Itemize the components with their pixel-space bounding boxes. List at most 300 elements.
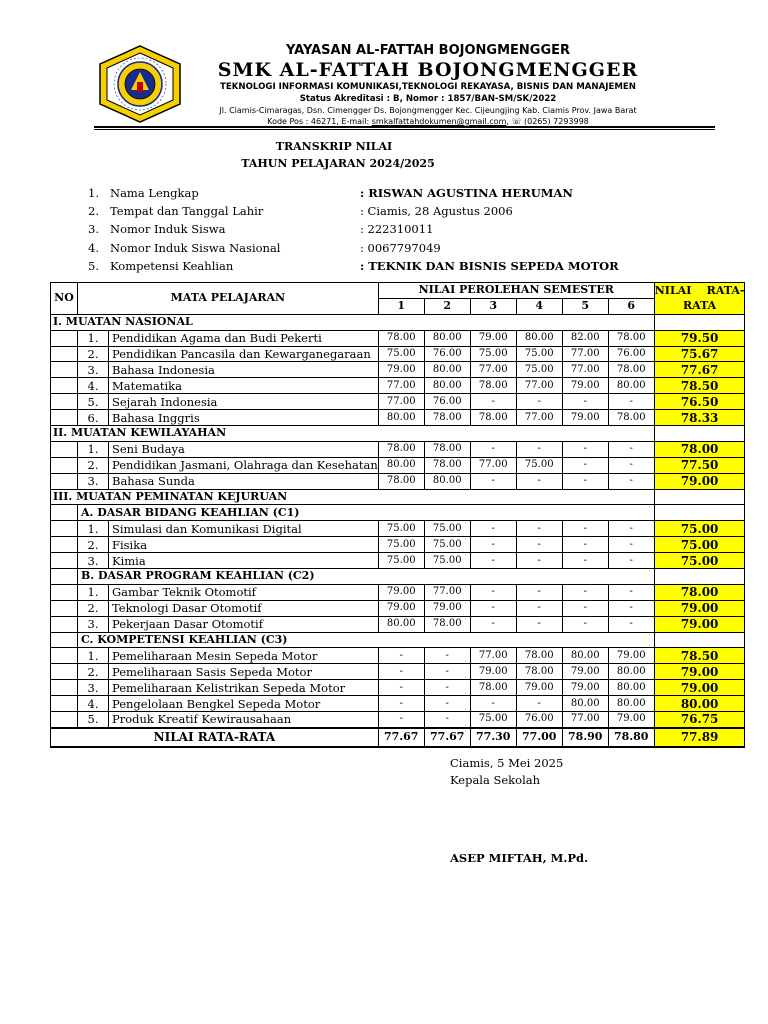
semester-score: - [378, 648, 424, 664]
row-indent [51, 584, 78, 600]
identity-number: 3. [88, 222, 99, 237]
semester-score: - [378, 664, 424, 680]
semester-score: 78.00 [424, 457, 470, 473]
row-indent [51, 553, 78, 569]
table-row [51, 664, 745, 680]
subject-name: Gambar Teknik Otomotif [109, 584, 379, 600]
semester-score: - [470, 394, 516, 410]
row-indent [51, 330, 78, 346]
subject-name: Pengelolaan Bengkel Sepeda Motor [109, 696, 379, 712]
semester-score: - [516, 584, 562, 600]
semester-score: - [470, 537, 516, 553]
semester-score: 78.00 [516, 664, 562, 680]
average-score: 78.00 [654, 584, 745, 600]
school-programs: TEKNOLOGI INFORMASI KOMUNIKASI,TEKNOLOGI REKAYASA, BISNIS DAN MANAJEMEN [220, 82, 636, 92]
header-average-line2: RATA [683, 299, 717, 313]
semester-score: 75.00 [516, 362, 562, 378]
semester-score: - [608, 616, 654, 632]
subject-name: Pemeliharaan Kelistrikan Sepeda Motor [109, 680, 379, 696]
subject-name: Teknologi Dasar Otomotif [109, 600, 379, 616]
semester-score: 80.00 [608, 664, 654, 680]
semester-score: 76.00 [608, 346, 654, 362]
semester-score: - [516, 616, 562, 632]
average-score: 78.50 [654, 648, 745, 664]
subject-name: Pekerjaan Dasar Otomotif [109, 616, 379, 632]
semester-score: - [562, 521, 608, 537]
semester-score: 77.00 [516, 378, 562, 394]
semester-score: 79.00 [424, 600, 470, 616]
row-indent [51, 473, 78, 489]
birth-place-date: : Ciamis, 28 Agustus 2006 [360, 204, 513, 219]
section-title: I. MUATAN NASIONAL [51, 314, 655, 330]
semester-5: 5 [562, 298, 608, 314]
footer-label: NILAI RATA-RATA [51, 728, 379, 747]
semester-score: - [378, 712, 424, 728]
semester-score: 79.00 [378, 600, 424, 616]
subject-name: Sejarah Indonesia [109, 394, 379, 410]
table-row [51, 616, 745, 632]
header-subject: MATA PELAJARAN [78, 283, 379, 315]
subject-name: Pendidikan Pancasila dan Kewarganegaraan [109, 346, 379, 362]
row-number: 3. [78, 473, 109, 489]
section-title: III. MUATAN PEMINATAN KEJURUAN [51, 489, 655, 505]
row-number: 2. [78, 457, 109, 473]
semester-score: 79.00 [470, 330, 516, 346]
postal-code: Kode Pos : 46271, E-mail: [267, 117, 372, 126]
semester-score: - [424, 696, 470, 712]
subsection-indent [51, 569, 78, 585]
subsection-indent [51, 505, 78, 521]
row-number: 6. [78, 410, 109, 426]
identity-row [88, 184, 688, 202]
semester-score: 75.00 [516, 346, 562, 362]
semester-score: - [608, 441, 654, 457]
accreditation-status: Status Akreditasi : B, Nomor : 1857/BAN-SM/SK/2022 [299, 94, 557, 104]
subsection-title: A. DASAR BIDANG KEAHLIAN (C1) [78, 505, 655, 521]
semester-score: 76.00 [516, 712, 562, 728]
semester-score: 78.00 [424, 616, 470, 632]
row-indent [51, 362, 78, 378]
row-number: 3. [78, 680, 109, 696]
semester-score: 75.00 [378, 553, 424, 569]
row-indent [51, 410, 78, 426]
average-score: 75.00 [654, 521, 745, 537]
semester-score: - [516, 441, 562, 457]
row-number: 1. [78, 441, 109, 457]
semester-score: 75.00 [470, 346, 516, 362]
semester-score: 80.00 [378, 410, 424, 426]
subject-name: Fisika [109, 537, 379, 553]
subsection-average-empty [654, 569, 745, 585]
table-row [51, 473, 745, 489]
semester-score: 78.00 [516, 648, 562, 664]
row-indent [51, 712, 78, 728]
table-row [51, 584, 745, 600]
semester-score: - [378, 696, 424, 712]
semester-score: 77.00 [470, 362, 516, 378]
sign-place-date: Ciamis, 5 Mei 2025 [450, 756, 564, 770]
semester-score: 79.00 [608, 648, 654, 664]
semester-score: - [424, 664, 470, 680]
table-row [51, 346, 745, 362]
semester-score: 78.00 [470, 680, 516, 696]
row-number: 2. [78, 664, 109, 680]
average-score: 79.00 [654, 600, 745, 616]
row-number: 3. [78, 616, 109, 632]
grade-table [50, 282, 745, 748]
semester-score: - [562, 616, 608, 632]
semester-score: - [516, 553, 562, 569]
semester-score: - [562, 441, 608, 457]
semester-score: 79.00 [470, 664, 516, 680]
section-title: II. MUATAN KEWILAYAHAN [51, 426, 655, 442]
header-average [654, 283, 745, 315]
identity-row [88, 257, 688, 275]
row-number: 2. [78, 537, 109, 553]
semester-score: 79.00 [562, 410, 608, 426]
table-row [51, 410, 745, 426]
semester-average: 78.90 [562, 728, 608, 747]
semester-average: 78.80 [608, 728, 654, 747]
row-indent [51, 648, 78, 664]
semester-score: 78.00 [378, 330, 424, 346]
average-score: 75.67 [654, 346, 745, 362]
semester-score: 78.00 [608, 410, 654, 426]
semester-score: 80.00 [424, 362, 470, 378]
subject-name: Seni Budaya [109, 441, 379, 457]
semester-score: - [470, 616, 516, 632]
sign-role: Kepala Sekolah [450, 773, 541, 787]
semester-score: 79.00 [562, 378, 608, 394]
semester-average: 77.67 [424, 728, 470, 747]
semester-score: 78.00 [470, 410, 516, 426]
table-row [51, 362, 745, 378]
semester-score: 77.00 [562, 712, 608, 728]
identity-row [88, 220, 688, 238]
semester-score: - [516, 521, 562, 537]
semester-score: - [378, 680, 424, 696]
semester-1: 1 [378, 298, 424, 314]
semester-score: 79.00 [562, 664, 608, 680]
table-row [51, 457, 745, 473]
table-row [51, 696, 745, 712]
row-number: 1. [78, 584, 109, 600]
header-semester: NILAI PEROLEHAN SEMESTER [378, 283, 654, 299]
average-score: 79.00 [654, 473, 745, 489]
subject-name: Pemeliharaan Sasis Sepeda Motor [109, 664, 379, 680]
subject-name: Bahasa Inggris [109, 410, 379, 426]
subsection-indent [51, 632, 78, 648]
semester-score: - [516, 600, 562, 616]
semester-score: 75.00 [516, 457, 562, 473]
semester-score: - [608, 521, 654, 537]
subject-name: Pendidikan Jasmani, Olahraga dan Kesehatan [109, 457, 379, 473]
subject-name: Produk Kreatif Kewirausahaan [109, 712, 379, 728]
semester-score: - [470, 600, 516, 616]
table-row [51, 394, 745, 410]
school-name: SMK AL-FATTAH BOJONGMENGGER [217, 59, 639, 81]
subject-name: Bahasa Indonesia [109, 362, 379, 378]
letterhead [0, 0, 768, 140]
semester-score: 80.00 [608, 696, 654, 712]
row-number: 2. [78, 600, 109, 616]
semester-score: 79.00 [378, 584, 424, 600]
semester-score: 75.00 [424, 553, 470, 569]
row-number: 1. [78, 330, 109, 346]
semester-score: - [424, 680, 470, 696]
table-row [51, 712, 745, 728]
semester-score: - [424, 648, 470, 664]
semester-score: - [562, 473, 608, 489]
foundation-name: YAYASAN AL-FATTAH BOJONGMENGGER [285, 43, 571, 58]
row-indent [51, 521, 78, 537]
row-number: 1. [78, 521, 109, 537]
semester-score: 77.00 [562, 362, 608, 378]
semester-score: - [470, 521, 516, 537]
semester-score: 77.00 [516, 410, 562, 426]
table-row [51, 521, 745, 537]
academic-year: TAHUN PELAJARAN 2024/2025 [241, 157, 435, 170]
row-number: 4. [78, 378, 109, 394]
row-indent [51, 457, 78, 473]
average-score: 77.50 [654, 457, 745, 473]
semester-score: - [608, 537, 654, 553]
semester-score: 80.00 [424, 473, 470, 489]
footer-row [51, 728, 745, 747]
semester-score: - [470, 553, 516, 569]
header-average-line1: NILAI RATA- [654, 284, 745, 298]
subject-name: Kimia [109, 553, 379, 569]
row-indent [51, 394, 78, 410]
semester-score: 80.00 [516, 330, 562, 346]
semester-score: - [424, 712, 470, 728]
average-score: 79.50 [654, 330, 745, 346]
semester-4: 4 [516, 298, 562, 314]
semester-average: 77.67 [378, 728, 424, 747]
semester-score: 79.00 [608, 712, 654, 728]
subject-name: Simulasi dan Komunikasi Digital [109, 521, 379, 537]
average-score: 76.75 [654, 712, 745, 728]
semester-score: 78.00 [470, 378, 516, 394]
semester-score: - [562, 537, 608, 553]
semester-score: 77.00 [470, 457, 516, 473]
semester-score: - [516, 696, 562, 712]
semester-score: 80.00 [562, 648, 608, 664]
semester-score: - [608, 394, 654, 410]
identity-label: Tempat dan Tanggal Lahir [110, 204, 264, 219]
semester-score: - [562, 600, 608, 616]
row-number: 3. [78, 553, 109, 569]
semester-score: - [470, 441, 516, 457]
average-score: 79.00 [654, 680, 745, 696]
section-average-empty [654, 489, 745, 505]
semester-score: 77.00 [378, 378, 424, 394]
subsection-average-empty [654, 632, 745, 648]
school-address: Jl. Ciamis-Cimaragas, Dsn. Cimengger Ds. Bojongmengger Kec. Cijeungjing Kab. Ciamis Prov. Jawa Barat [219, 106, 637, 115]
semester-score: 79.00 [378, 362, 424, 378]
section-row [51, 489, 745, 505]
phone-number: , ☏ (0265) 7293998 [506, 117, 589, 126]
subsection-row [51, 505, 745, 521]
semester-score: 78.00 [378, 473, 424, 489]
semester-score: 80.00 [562, 696, 608, 712]
identity-row [88, 202, 688, 220]
semester-score: - [562, 584, 608, 600]
semester-score: 78.00 [378, 441, 424, 457]
semester-score: 76.00 [424, 346, 470, 362]
semester-score: 80.00 [378, 457, 424, 473]
row-indent [51, 680, 78, 696]
semester-score: 75.00 [424, 537, 470, 553]
row-number: 2. [78, 346, 109, 362]
subject-name: Bahasa Sunda [109, 473, 379, 489]
semester-score: - [516, 394, 562, 410]
semester-score: 78.00 [424, 441, 470, 457]
row-indent [51, 378, 78, 394]
average-score: 78.00 [654, 441, 745, 457]
row-indent [51, 600, 78, 616]
competency-field: : TEKNIK DAN BISNIS SEPEDA MOTOR [360, 258, 619, 273]
average-score: 77.67 [654, 362, 745, 378]
email-link[interactable]: smkalfattahdokumen@gmail.com [371, 117, 507, 126]
semester-score: - [562, 457, 608, 473]
identity-number: 5. [88, 258, 99, 273]
semester-score: 77.00 [424, 584, 470, 600]
table-row [51, 648, 745, 664]
semester-score: 80.00 [424, 378, 470, 394]
row-number: 4. [78, 696, 109, 712]
grade-table-body [51, 314, 745, 747]
semester-score: - [470, 584, 516, 600]
table-row [51, 441, 745, 457]
section-row [51, 426, 745, 442]
semester-3: 3 [470, 298, 516, 314]
letterhead-divider [94, 126, 715, 128]
semester-score: 79.00 [516, 680, 562, 696]
table-row [51, 553, 745, 569]
row-indent [51, 664, 78, 680]
semester-score: 78.00 [608, 330, 654, 346]
student-identity [88, 184, 688, 275]
section-average-empty [654, 314, 745, 330]
row-number: 1. [78, 648, 109, 664]
identity-number: 2. [88, 204, 99, 219]
semester-score: 82.00 [562, 330, 608, 346]
student-id: : 222310011 [360, 222, 434, 237]
subject-name: Pemeliharaan Mesin Sepeda Motor [109, 648, 379, 664]
row-number: 3. [78, 362, 109, 378]
average-score: 75.00 [654, 553, 745, 569]
average-score: 76.50 [654, 394, 745, 410]
subject-name: Matematika [109, 378, 379, 394]
header-no: NO [51, 283, 78, 315]
semester-score: 77.00 [378, 394, 424, 410]
semester-score: - [470, 473, 516, 489]
identity-row [88, 239, 688, 257]
row-indent [51, 696, 78, 712]
table-row [51, 600, 745, 616]
subject-name: Pendidikan Agama dan Budi Pekerti [109, 330, 379, 346]
row-indent [51, 537, 78, 553]
average-score: 79.00 [654, 664, 745, 680]
average-score: 78.50 [654, 378, 745, 394]
semester-score: - [608, 600, 654, 616]
identity-number: 4. [88, 240, 99, 255]
row-indent [51, 441, 78, 457]
school-logo-icon [94, 44, 186, 124]
subsection-row [51, 632, 745, 648]
semester-score: 77.00 [470, 648, 516, 664]
semester-average: 77.00 [516, 728, 562, 747]
national-student-id: : 0067797049 [360, 240, 441, 255]
semester-score: 75.00 [378, 346, 424, 362]
semester-score: - [562, 553, 608, 569]
row-number: 5. [78, 394, 109, 410]
overall-average: 77.89 [654, 728, 745, 747]
semester-score: - [562, 394, 608, 410]
section-row [51, 314, 745, 330]
average-score: 75.00 [654, 537, 745, 553]
semester-6: 6 [608, 298, 654, 314]
average-score: 79.00 [654, 616, 745, 632]
average-score: 80.00 [654, 696, 745, 712]
average-score: 78.33 [654, 410, 745, 426]
semester-score: 80.00 [424, 330, 470, 346]
subsection-title: C. KOMPETENSI KEAHLIAN (C3) [78, 632, 655, 648]
table-row [51, 537, 745, 553]
subsection-average-empty [654, 505, 745, 521]
letterhead-divider-thin [94, 129, 715, 130]
semester-score: 78.00 [424, 410, 470, 426]
identity-label: Nomor Induk Siswa [110, 222, 226, 237]
subsection-title: B. DASAR PROGRAM KEAHLIAN (C2) [78, 569, 655, 585]
semester-score: 80.00 [608, 680, 654, 696]
semester-score: 75.00 [470, 712, 516, 728]
semester-score: - [608, 473, 654, 489]
semester-score: 80.00 [608, 378, 654, 394]
semester-score: 80.00 [378, 616, 424, 632]
semester-score: 79.00 [562, 680, 608, 696]
row-indent [51, 616, 78, 632]
semester-score: - [470, 696, 516, 712]
table-row [51, 330, 745, 346]
subsection-row [51, 569, 745, 585]
semester-score: 78.00 [608, 362, 654, 378]
identity-label: Nomor Induk Siswa Nasional [110, 240, 281, 255]
identity-label: Kompetensi Keahlian [110, 258, 234, 273]
row-number: 5. [78, 712, 109, 728]
document-title: TRANSKRIP NILAI [275, 140, 393, 153]
principal-name: ASEP MIFTAH, M.Pd. [450, 851, 589, 865]
semester-score: - [608, 457, 654, 473]
table-row [51, 680, 745, 696]
identity-label: Nama Lengkap [110, 186, 199, 200]
semester-score: - [608, 553, 654, 569]
identity-number: 1. [88, 186, 99, 200]
student-name: : RISWAN AGUSTINA HERUMAN [360, 186, 573, 200]
semester-2: 2 [424, 298, 470, 314]
semester-score: 75.00 [424, 521, 470, 537]
semester-score: 75.00 [378, 521, 424, 537]
letterhead-text [188, 42, 668, 127]
semester-score: 75.00 [378, 537, 424, 553]
semester-score: - [608, 584, 654, 600]
semester-average: 77.30 [470, 728, 516, 747]
semester-score: - [516, 537, 562, 553]
row-indent [51, 346, 78, 362]
semester-score: 76.00 [424, 394, 470, 410]
table-row [51, 378, 745, 394]
